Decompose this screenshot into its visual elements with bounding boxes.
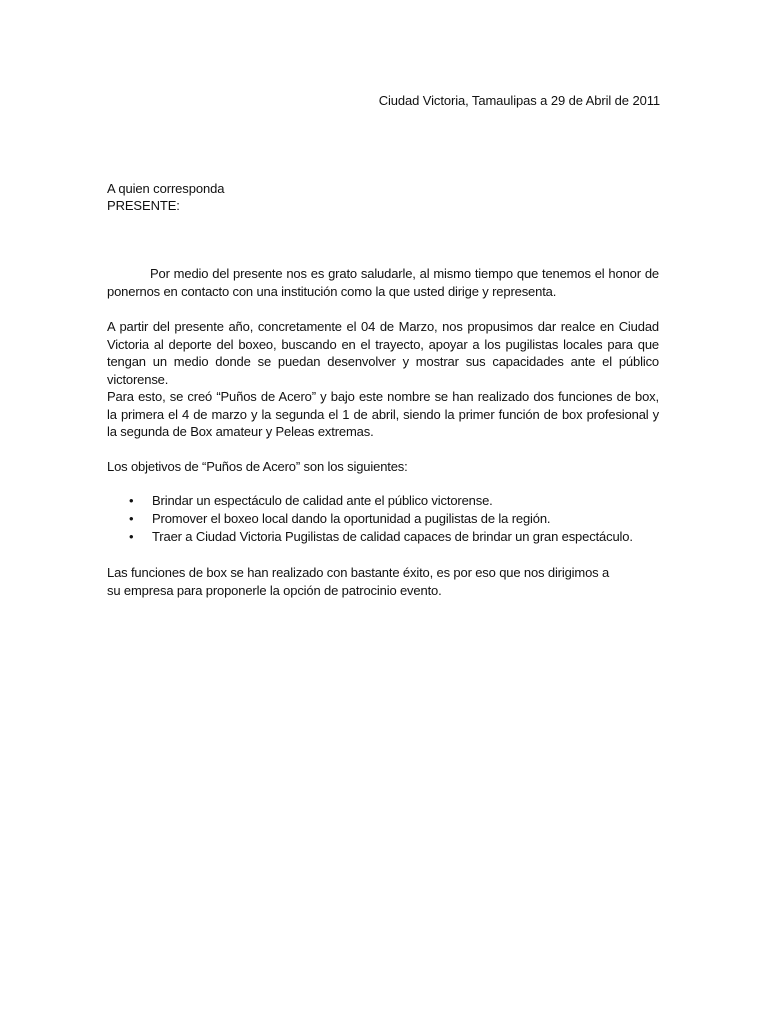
- objective-text: Traer a Ciudad Victoria Pugilistas de calidad capaces de brindar un gran espectáculo.: [152, 529, 633, 544]
- paragraph-background: A partir del presente año, concretamente el 04 de Marzo, nos propusimos dar realce en Ciudad Victoria al deporte del boxeo, buscando en el trayecto, apoyar a los pugilistas locales para que tengan un medio donde se puedan desenvolver y mostrar sus capacidades ante el público victorense.: [107, 319, 659, 387]
- objectives-intro: Los objetivos de “Puños de Acero” son los siguientes:: [107, 459, 408, 474]
- objectives-list: [107, 492, 633, 546]
- date-line: Ciudad Victoria, Tamaulipas a 29 de Abril de 2011: [378, 93, 660, 108]
- paragraph-intro: Por medio del presente nos es grato saludarle, al mismo tiempo que tenemos el honor de ponernos en contacto con una institución como la que usted dirige y representa.: [107, 266, 659, 299]
- list-item: [107, 510, 633, 528]
- objective-text: Promover el boxeo local dando la oportunidad a pugilistas de la región.: [152, 511, 551, 526]
- bullet-icon: •: [129, 529, 134, 544]
- recipient-greeting: A quien corresponda: [107, 181, 225, 196]
- paragraph-closing: Las funciones de box se han realizado con bastante éxito, es por eso que nos dirigimos a su empresa para proponerle la opción de patrocinio evento.: [107, 565, 610, 598]
- list-item: [107, 528, 633, 546]
- bullet-icon: •: [129, 511, 134, 526]
- recipient-presente: PRESENTE:: [107, 198, 180, 213]
- paragraph-events: Para esto, se creó “Puños de Acero” y bajo este nombre se han realizado dos funciones de box, la primera el 4 de marzo y la segunda el 1 de abril, siendo la primer función de box profesional y la segunda de Box amateur y Peleas extremas.: [107, 389, 659, 439]
- bullet-icon: •: [129, 493, 134, 508]
- recipient-block: [107, 180, 224, 214]
- list-item: [107, 492, 633, 510]
- objective-text: Brindar un espectáculo de calidad ante el público victorense.: [152, 493, 493, 508]
